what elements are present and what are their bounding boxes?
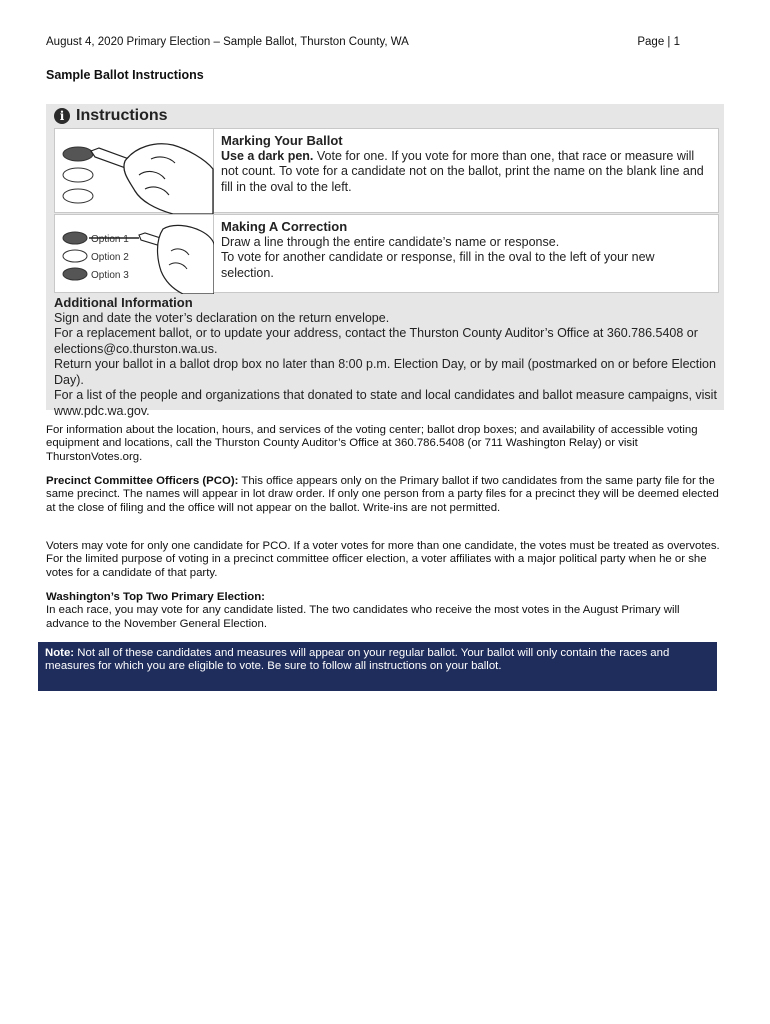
additional-line-3: Return your ballot in a ballot drop box no later than 8:00 p.m. Election Day, or by mail (postmarked on or before Election Day). [54, 357, 716, 387]
instructions-title: Instructions [76, 107, 168, 124]
correction-text [221, 219, 710, 281]
marking-illustration [55, 129, 214, 212]
pco-paragraph [46, 475, 722, 515]
marking-description: Vote for one. If you vote for more than one, that race or measure will not count. To vote for a candidate not on the ballot, print the name on the blank line and fill in the oval to the left. [221, 148, 704, 194]
voters-paragraph: Voters may vote for only one candidate for PCO. If a voter votes for more than one candidate, the votes must be treated as overvotes. For the limited purpose of voting in a precinct committee officer election, a voter affiliates with a major political party when he or she votes for a candidate of that party. [46, 540, 720, 579]
additional-information [54, 295, 719, 419]
option-1-label: Option 1 [91, 234, 129, 245]
note-banner [38, 642, 717, 691]
correction-title: Making A Correction [221, 219, 348, 234]
page-number: Page | 1 [637, 36, 680, 48]
pco-label: Precinct Committee Officers (PCO): [46, 475, 239, 487]
info-icon: i [54, 108, 70, 124]
marking-text [221, 133, 710, 195]
marking-lead: Use a dark pen. [221, 148, 314, 163]
instructions-header [46, 104, 724, 128]
instructions-box [46, 104, 724, 418]
additional-title: Additional Information [54, 295, 193, 310]
note-text: Not all of these candidates and measures will appear on your regular ballot. Your ballot will only contain the races and measures for which you are eligible to vote. Be sure to follow all instructions on your ballot. [45, 647, 670, 673]
marking-body [221, 149, 710, 196]
top-two-label: Washington’s Top Two Primary Election: [46, 591, 265, 603]
marking-panel [54, 128, 719, 213]
option-3-label: Option 3 [91, 270, 129, 281]
correction-line-2: To vote for another candidate or response, fill in the oval to the left of your new selection. [221, 250, 655, 280]
top-two-text: In each race, you may vote for any candidate listed. The two candidates who receive the most votes in the August Primary will advance to the November General Election. [46, 604, 680, 630]
info-paragraph: For information about the location, hours, and services of the voting center; ballot drop boxes; and availability of accessible voting equipment and locations, call the Thurston County Auditor’s Office at 360.786.5408 (or 711 Washington Relay) or visit ThurstonVotes.org. [46, 424, 698, 463]
section-title: Sample Ballot Instructions [46, 68, 204, 82]
note-label: Note: [45, 647, 75, 659]
header-title: August 4, 2020 Primary Election – Sample Ballot, Thurston County, WA [46, 36, 409, 48]
additional-line-4: For a list of the people and organizations that donated to state and local candidates and ballot measure campaigns, visit www.pdc.wa.gov. [54, 388, 717, 418]
additional-line-1: Sign and date the voter’s declaration on the return envelope. [54, 310, 390, 325]
top-two-paragraph [46, 591, 722, 631]
correction-panel [54, 214, 719, 293]
pco-text: This office appears only on the Primary ballot if two candidates from the same party file for the same precinct. The names will appear in lot draw order. If only one person from a party files for a precinct they will be deemed elected at the close of filing and the office will not appear on the ballot. Write-ins are not permitted. [46, 475, 719, 514]
correction-line-1: Draw a line through the entire candidate’s name or response. [221, 234, 560, 249]
correction-illustration [55, 215, 214, 292]
correction-oval-icon [55, 215, 214, 294]
pen-filling-oval-icon [55, 129, 214, 214]
option-2-label: Option 2 [91, 252, 129, 263]
page-header [46, 36, 680, 48]
additional-line-2: For a replacement ballot, or to update your address, contact the Thurston County Auditor’s Office at 360.786.5408 or elections@co.thurston.wa.us. [54, 326, 698, 356]
marking-title: Marking Your Ballot [221, 133, 343, 148]
